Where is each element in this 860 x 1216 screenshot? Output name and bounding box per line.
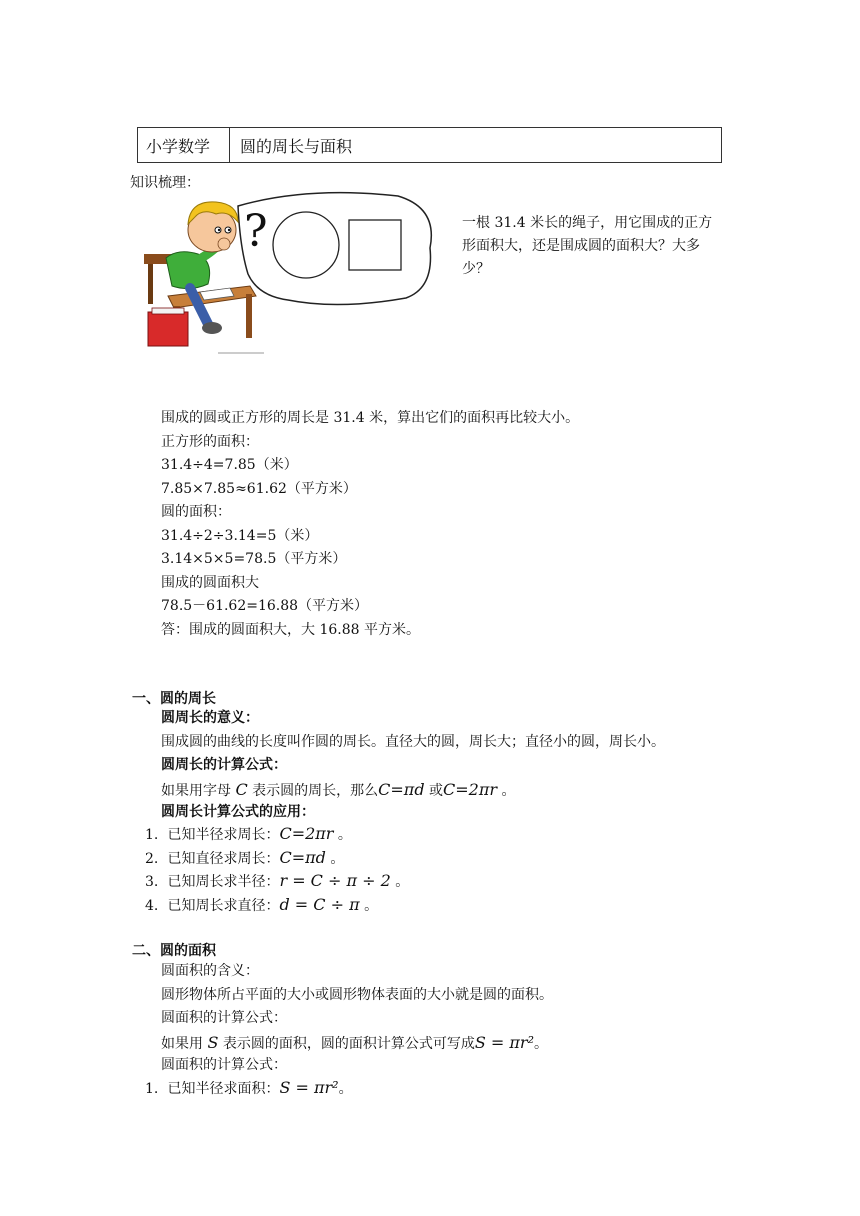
list-item: 4. 已知周长求直径：d = C ÷ π 。 <box>145 894 379 914</box>
formula-end: 。 <box>501 782 516 799</box>
problem-text: 一根 31.4 米长的绳子，用它围成的正方形面积大，还是围成圆的面积大？大多少？ <box>462 215 713 277</box>
list-item: 1. 已知半径求面积：S = πr²。 <box>145 1078 353 1097</box>
solution-line: 31.4÷4=7.85（米） <box>161 457 298 473</box>
section1-list <box>145 822 409 916</box>
circumference-meaning-text: 围成圆的曲线的长度叫作圆的周长。直径大的圆，周长大；直径小的圆，周长小。 <box>161 733 665 750</box>
question-mark: ? <box>244 206 268 257</box>
header-topic: 圆的周长与面积 <box>240 136 353 156</box>
solution-line: 7.85×7.85≈61.62（平方米） <box>161 480 357 497</box>
area-formula-line: 如果用 S 表示圆的面积，圆的面积计算公式可写成S = πr²。 <box>161 1032 548 1052</box>
circle-shape <box>273 212 339 278</box>
boy-thinking-illustration <box>138 188 438 358</box>
application-label: 圆周长计算公式的应用： <box>161 804 315 820</box>
section2-block <box>161 960 553 1078</box>
solution-line: 答：围成的圆面积大，大 16.88 平方米。 <box>161 621 420 638</box>
circumference-meaning-label: 圆周长的意义： <box>161 710 259 726</box>
area-meaning-text: 圆形物体所占平面的大小或圆形物体表面的大小就是圆的面积。 <box>161 986 553 1003</box>
square-shape <box>349 220 401 270</box>
solution-line: 78.5－61.62=16.88（平方米） <box>161 598 369 614</box>
formula-text-mid: 表示圆的周长，那么 <box>252 782 379 799</box>
solution-block <box>161 407 579 642</box>
header-subject: 小学数学 <box>138 128 230 162</box>
solution-line: 31.4÷2÷3.14=5（米） <box>161 527 319 544</box>
formula-or: 或 <box>429 782 444 799</box>
circumference-formula-label: 圆周长的计算公式： <box>161 757 287 773</box>
section1-block <box>161 707 665 825</box>
list-item: 3. 已知周长求半径：r = C ÷ π ÷ 2 。 <box>145 871 410 890</box>
formula-1: C=πd <box>378 779 425 799</box>
section1-title: 一、圆的周长 <box>132 691 216 707</box>
formula-2: C=2πr <box>443 779 498 799</box>
formula-text-pre: 如果用字母 <box>161 782 231 799</box>
solution-line: 围成的圆面积大 <box>161 574 259 591</box>
solution-line: 正方形的面积： <box>161 433 259 450</box>
solution-line: 圆的面积： <box>161 504 231 520</box>
formula-var: C <box>235 779 248 799</box>
circumference-formula-line <box>161 778 665 802</box>
solution-line: 围成的圆或正方形的周长是 31.4 米，算出它们的面积再比较大小。 <box>161 410 580 426</box>
area-formula-label-2: 圆面积的计算公式： <box>161 1057 287 1073</box>
area-meaning-label: 圆面积的含义： <box>161 963 259 979</box>
list-item: 1. 已知半径求周长：C=2πr 。 <box>145 824 352 843</box>
list-item: 2. 已知直径求周长：C=πd 。 <box>145 847 345 867</box>
solution-line: 3.14×5×5=78.5（平方米） <box>161 551 347 567</box>
intro-label: 知识梳理： <box>130 175 200 191</box>
section2-list <box>145 1076 353 1100</box>
header-table <box>137 127 722 163</box>
section2-title: 二、圆的面积 <box>132 943 216 959</box>
area-formula-label: 圆面积的计算公式： <box>161 1010 287 1026</box>
